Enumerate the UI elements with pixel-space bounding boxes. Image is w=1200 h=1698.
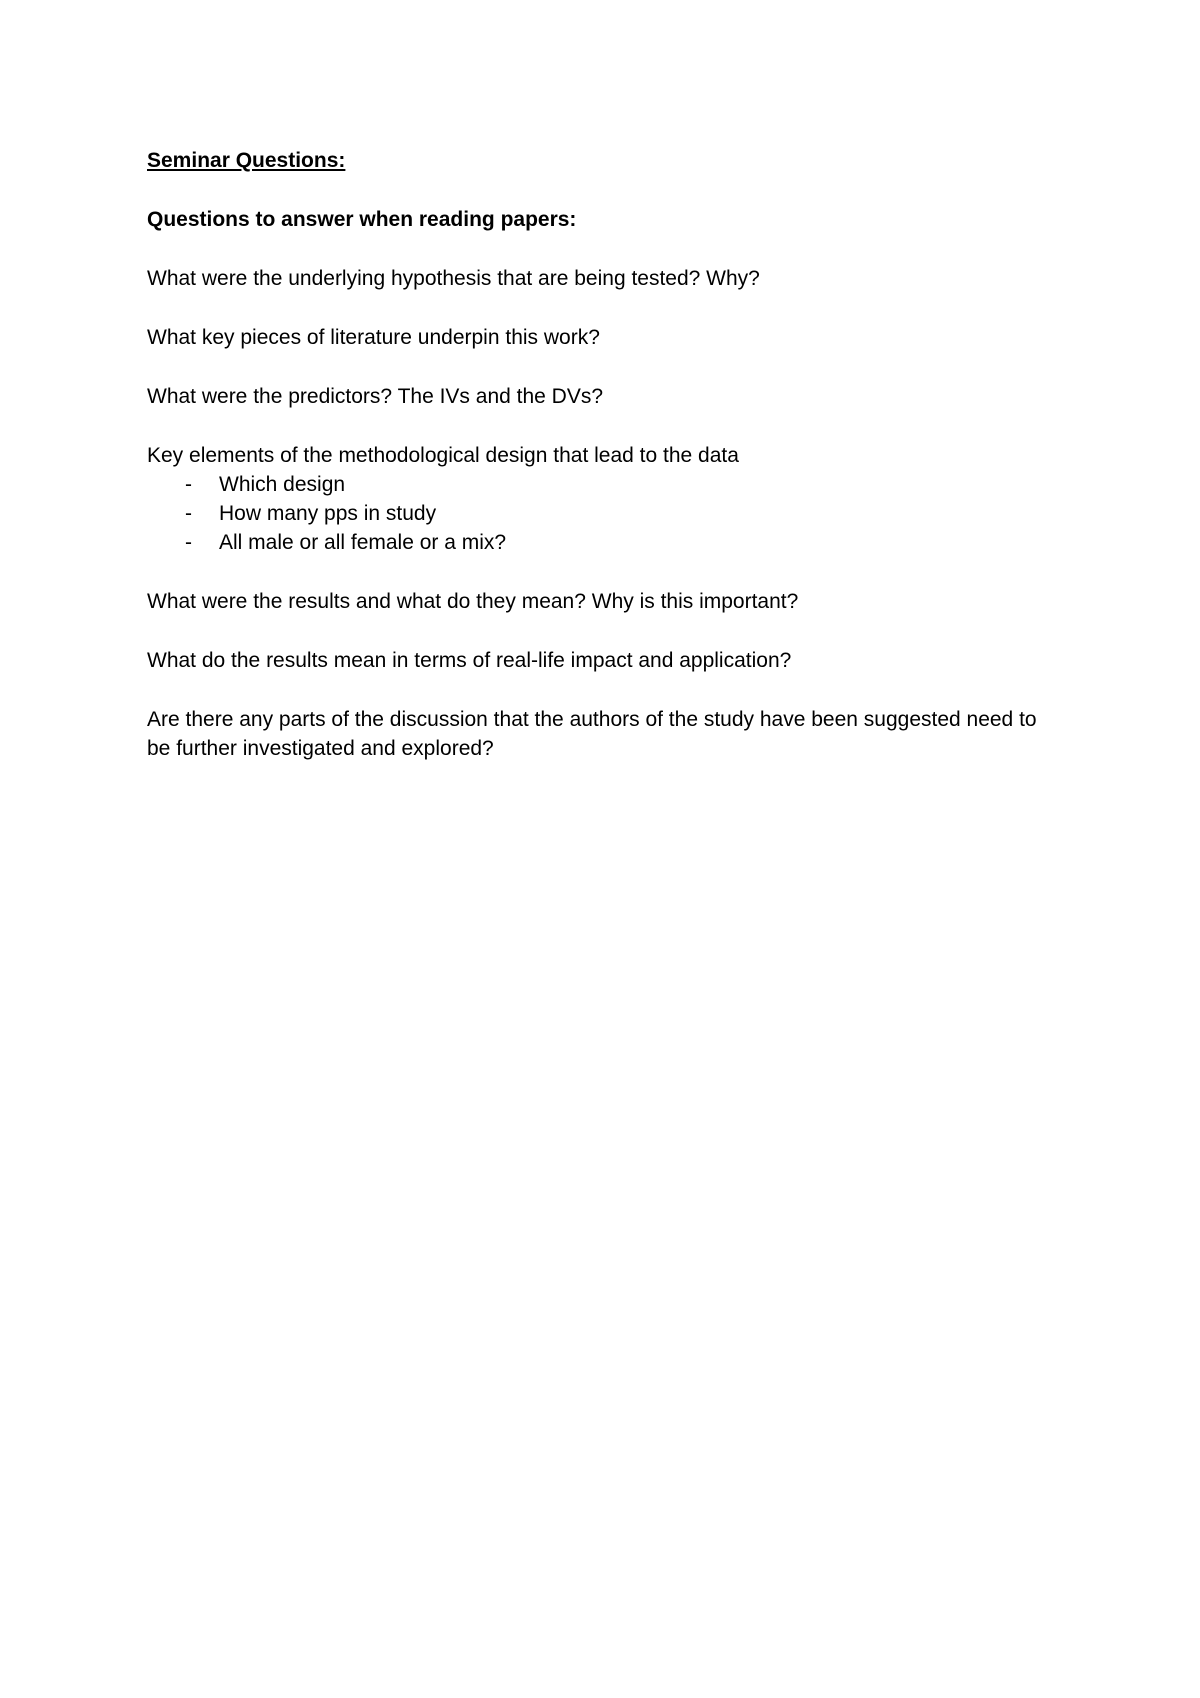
list-item [147,470,1047,499]
design-list [147,470,1047,557]
list-item [147,528,1047,557]
bullet-dash: - [185,531,192,554]
document-body [147,146,1047,793]
document-title: Seminar Questions: [147,149,346,172]
design-heading: Key elements of the methodological design that lead to the data [147,444,739,467]
list-item-text: How many pps in study [219,502,437,525]
bullet-dash: - [185,502,192,525]
question-further-investigation: Are there any parts of the discussion that the authors of the study have been suggested need to be further investigated and explored? [147,708,1037,760]
question-literature: What key pieces of literature underpin this work? [147,326,600,349]
question-predictors: What were the predictors? The IVs and the DVs? [147,385,604,408]
question-real-life-impact: What do the results mean in terms of real-life impact and application? [147,649,792,672]
question-hypothesis: What were the underlying hypothesis that are being tested? Why? [147,267,760,290]
question-results: What were the results and what do they mean? Why is this important? [147,590,799,613]
document-subtitle: Questions to answer when reading papers: [147,208,577,231]
list-item-text: Which design [219,473,346,496]
list-item-text: All male or all female or a mix? [219,531,507,554]
bullet-dash: - [185,473,192,496]
list-item [147,499,1047,528]
